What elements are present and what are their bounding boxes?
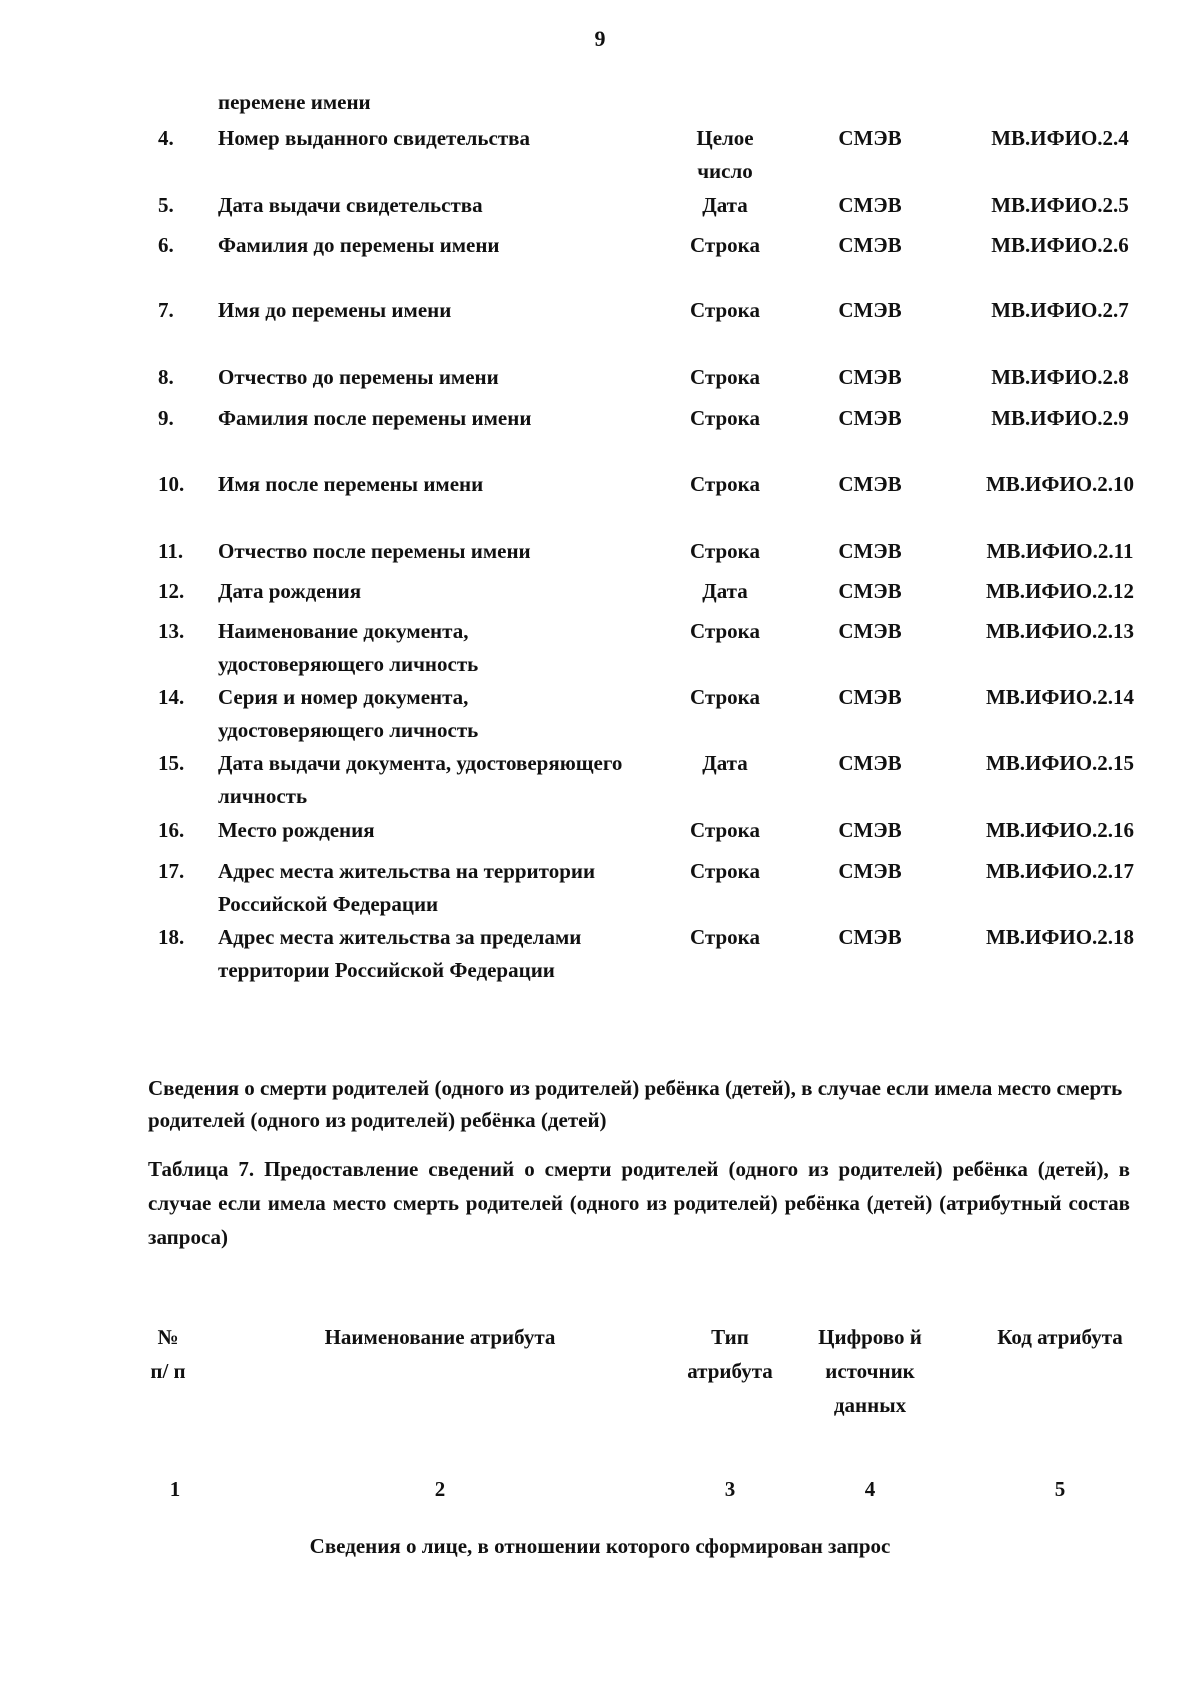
row-number: 18. bbox=[158, 925, 185, 949]
attribute-name: Имя до перемены имени bbox=[218, 298, 452, 322]
attribute-name: Фамилия после перемены имени bbox=[218, 406, 532, 430]
attribute-type: Строка bbox=[690, 925, 760, 949]
data-source: СМЭВ bbox=[838, 472, 902, 496]
subsection-heading: Сведения о лице, в отношении которого сформирован запрос bbox=[309, 1534, 891, 1558]
data-source: СМЭВ bbox=[838, 539, 902, 563]
data-source: СМЭВ bbox=[838, 298, 902, 322]
attribute-type: Строка bbox=[690, 298, 760, 322]
attribute-type: Строка bbox=[690, 685, 760, 709]
row-number: 13. bbox=[158, 619, 185, 643]
data-source: СМЭВ bbox=[838, 818, 902, 842]
row-number: 15. bbox=[158, 751, 185, 775]
attribute-name: Отчество после перемены имени bbox=[218, 539, 531, 563]
column-number: 2 bbox=[434, 1477, 446, 1501]
data-source: СМЭВ bbox=[838, 579, 902, 603]
row-number: 17. bbox=[158, 859, 185, 883]
attribute-name: Серия и номер документа, удостоверяющего личность bbox=[218, 685, 479, 742]
data-source: СМЭВ bbox=[838, 751, 902, 775]
attribute-code: МВ.ИФИО.2.13 bbox=[985, 619, 1135, 643]
attribute-type: Строка bbox=[690, 233, 760, 257]
attribute-type: Строка bbox=[690, 859, 760, 883]
attribute-type: Строка bbox=[690, 406, 760, 430]
data-source: СМЭВ bbox=[838, 126, 902, 150]
data-source: СМЭВ bbox=[838, 193, 902, 217]
data-source: СМЭВ bbox=[838, 365, 902, 389]
attribute-name: Номер выданного свидетельства bbox=[218, 126, 531, 150]
page-number: 9 bbox=[594, 26, 606, 51]
continuation-text: перемене имени bbox=[218, 90, 371, 114]
attribute-code: МВ.ИФИО.2.6 bbox=[991, 233, 1129, 257]
column-number: 5 bbox=[1054, 1477, 1066, 1501]
column-number: 4 bbox=[864, 1477, 876, 1501]
row-number: 6. bbox=[158, 233, 174, 257]
attribute-name: Фамилия до перемены имени bbox=[218, 233, 500, 257]
row-number: 7. bbox=[158, 298, 174, 322]
row-number: 16. bbox=[158, 818, 185, 842]
attribute-code: МВ.ИФИО.2.4 bbox=[991, 126, 1129, 150]
section-heading: Сведения о смерти родителей (одного из родителей) ребёнка (детей), в случае если имела место смерть родителей (одного из родителей) ребёнка (детей) bbox=[148, 1076, 1123, 1132]
table-caption: Таблица 7. Предоставление сведений о смерти родителей (одного из родителей) ребёнка (детей), в случае если имела место смерть родителей (одного из родителей) ребёнка (детей) (атрибутный состав запроса) bbox=[148, 1157, 1130, 1249]
data-source: СМЭВ bbox=[838, 406, 902, 430]
attribute-code: МВ.ИФИО.2.14 bbox=[985, 685, 1135, 709]
row-number: 10. bbox=[158, 472, 185, 496]
attribute-type: Строка bbox=[690, 539, 760, 563]
attribute-name: Отчество до перемены имени bbox=[218, 365, 499, 389]
attribute-name: Наименование документа, удостоверяющего личность bbox=[218, 619, 479, 676]
attribute-code: МВ.ИФИО.2.7 bbox=[991, 298, 1129, 322]
row-number: 4. bbox=[158, 126, 174, 150]
attribute-code: МВ.ИФИО.2.10 bbox=[985, 472, 1135, 496]
attribute-name: Дата выдачи свидетельства bbox=[218, 193, 483, 217]
column-number: 1 bbox=[169, 1477, 181, 1501]
row-number: 11. bbox=[158, 539, 184, 563]
attribute-type: Строка bbox=[690, 472, 760, 496]
header-attribute-type: Тип атрибута bbox=[687, 1325, 773, 1383]
row-number: 14. bbox=[158, 685, 185, 709]
attribute-code: МВ.ИФИО.2.5 bbox=[991, 193, 1129, 217]
data-source: СМЭВ bbox=[838, 619, 902, 643]
attribute-type: Целое число bbox=[696, 126, 754, 183]
attribute-code: МВ.ИФИО.2.18 bbox=[985, 925, 1135, 949]
attribute-code: МВ.ИФИО.2.12 bbox=[985, 579, 1135, 603]
attribute-code: МВ.ИФИО.2.15 bbox=[985, 751, 1135, 775]
data-source: СМЭВ bbox=[838, 233, 902, 257]
attribute-code: МВ.ИФИО.2.11 bbox=[986, 539, 1134, 563]
attribute-code: МВ.ИФИО.2.8 bbox=[991, 365, 1129, 389]
attribute-type: Строка bbox=[690, 818, 760, 842]
attribute-name: Место рождения bbox=[218, 818, 375, 842]
attribute-name: Дата рождения bbox=[218, 579, 362, 603]
row-number: 8. bbox=[158, 365, 174, 389]
data-source: СМЭВ bbox=[838, 859, 902, 883]
column-number: 3 bbox=[724, 1477, 736, 1501]
row-number: 9. bbox=[158, 406, 174, 430]
attribute-code: МВ.ИФИО.2.16 bbox=[985, 818, 1135, 842]
attribute-name: Адрес места жительства на территории Российской Федерации bbox=[218, 859, 596, 916]
row-number: 12. bbox=[158, 579, 185, 603]
row-number: 5. bbox=[158, 193, 174, 217]
attribute-type: Дата bbox=[702, 193, 748, 217]
header-attribute-code: Код атрибута bbox=[997, 1325, 1123, 1349]
attribute-name: Дата выдачи документа, удостоверяющего личность bbox=[218, 751, 623, 808]
attribute-name: Адрес места жительства за пределами территории Российской Федерации bbox=[218, 925, 582, 982]
attribute-name: Имя после перемены имени bbox=[218, 472, 484, 496]
attribute-code: МВ.ИФИО.2.17 bbox=[985, 859, 1135, 883]
attribute-type: Дата bbox=[702, 579, 748, 603]
attribute-type: Дата bbox=[702, 751, 748, 775]
header-attribute-name: Наименование атрибута bbox=[324, 1325, 556, 1349]
data-source: СМЭВ bbox=[838, 685, 902, 709]
attribute-type: Строка bbox=[690, 365, 760, 389]
data-source: СМЭВ bbox=[838, 925, 902, 949]
attribute-code: МВ.ИФИО.2.9 bbox=[991, 406, 1129, 430]
header-number: № п/ п bbox=[150, 1325, 186, 1383]
attribute-type: Строка bbox=[690, 619, 760, 643]
header-data-source: Цифрово й источник данных bbox=[818, 1325, 922, 1417]
